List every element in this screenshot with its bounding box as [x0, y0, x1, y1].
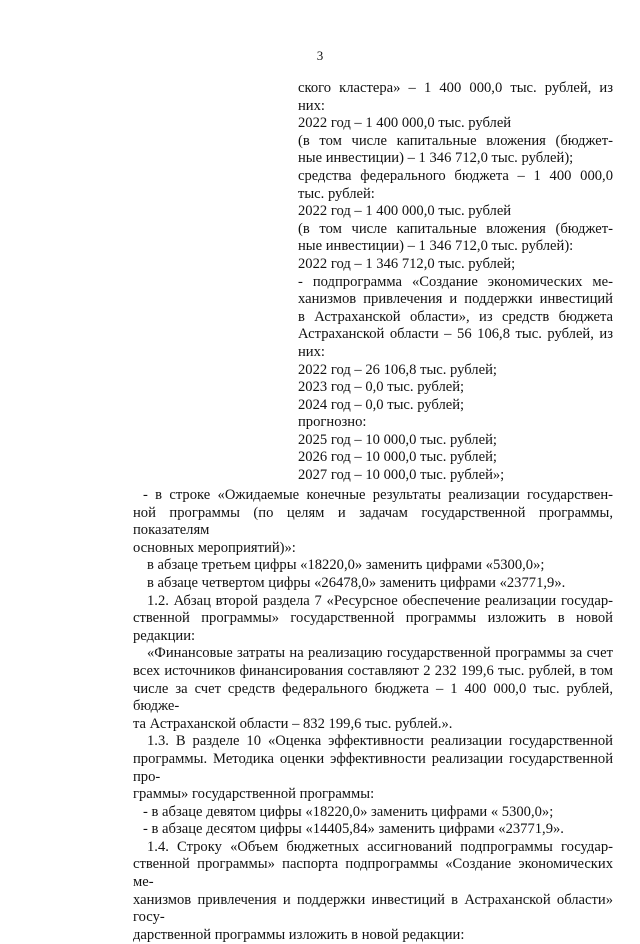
text-line: ной программы (по целям и задачам государственной программы, показателям	[133, 504, 613, 539]
text-line: них:	[298, 97, 325, 114]
text-line: в Астраханской области», из средств бюджета	[298, 308, 613, 325]
text-line: ственной программы» паспорта подпрограммы «Создание экономических ме-	[133, 856, 613, 891]
text-line: граммы» государственной программы:	[133, 786, 375, 803]
text-line: ханизмов привлечения и поддержки инвестиций	[298, 291, 613, 308]
text-line: дарственной программы изложить в новой редакции:	[133, 926, 465, 943]
text-line: (в том числе капитальные вложения (бюджет-	[298, 220, 613, 237]
text-line: Астраханской области – 56 106,8 тыс. рублей, из	[298, 326, 613, 343]
text-line: программы. Методика оценки эффективности реализации государственной про-	[133, 750, 613, 785]
text-line: ные инвестиции) – 1 346 712,0 тыс. рублей):	[298, 238, 574, 255]
text-line: ского кластера» – 1 400 000,0 тыс. рублей, из	[298, 80, 613, 96]
text-line: них:	[298, 343, 325, 360]
text-line: основных мероприятий)»:	[133, 539, 296, 556]
text-line: 1.2. Абзац второй раздела 7 «Ресурсное обеспечение реализации государ-	[147, 592, 613, 609]
text-line: - в абзаце девятом цифры «18220,0» заменить цифрами « 5300,0»;	[143, 803, 554, 820]
text-line: в абзаце третьем цифры «18220,0» заменить цифрами «5300,0»;	[147, 557, 545, 574]
text-line: 2026 год – 10 000,0 тыс. рублей;	[298, 449, 497, 466]
text-line: всех источников финансирования составляют 2 232 199,6 тыс. рублей, в том	[133, 662, 613, 679]
page-number: 3	[316, 48, 324, 63]
text-line: ственной программы» государственной программы изложить в новой редакции:	[133, 610, 613, 644]
text-line: тыс. рублей:	[298, 185, 375, 202]
text-line: 2027 год – 10 000,0 тыс. рублей»;	[298, 467, 505, 484]
text-line: прогнозно:	[298, 414, 367, 431]
right-column-text	[298, 80, 613, 485]
text-line: 2022 год – 1 346 712,0 тыс. рублей;	[298, 255, 516, 272]
text-line: 2022 год – 1 400 000,0 тыс. рублей	[298, 115, 512, 132]
text-line: ные инвестиции) – 1 346 712,0 тыс. рублей);	[298, 150, 574, 167]
text-line: (в том числе капитальные вложения (бюджет-	[298, 132, 613, 149]
text-line: - в строке «Ожидаемые конечные результаты реализации государствен-	[143, 487, 613, 503]
text-line: 2022 год – 26 106,8 тыс. рублей;	[298, 361, 497, 378]
text-line: - подпрограмма «Создание экономических ме-	[298, 273, 613, 290]
text-line: 2023 год – 0,0 тыс. рублей;	[298, 379, 465, 396]
text-line: 2025 год – 10 000,0 тыс. рублей;	[298, 431, 497, 448]
text-line: - в абзаце десятом цифры «14405,84» заменить цифрами «23771,9».	[143, 821, 564, 838]
text-line: та Астраханской области – 832 199,6 тыс. рублей.».	[133, 715, 453, 732]
text-line: ханизмов привлечения и поддержки инвестиций в Астраханской области» госу-	[133, 891, 613, 926]
text-line: в абзаце четвертом цифры «26478,0» заменить цифрами «23771,9».	[147, 574, 566, 591]
text-line: средства федерального бюджета – 1 400 000,0	[298, 167, 613, 184]
text-line: числе за счет средств федерального бюджета – 1 400 000,0 тыс. рублей, бюдже-	[133, 680, 613, 715]
main-text	[133, 487, 613, 944]
text-line: 1.3. В разделе 10 «Оценка эффективности реализации государственной	[147, 733, 613, 750]
text-line: 2024 год – 0,0 тыс. рублей;	[298, 396, 465, 413]
text-line: 2022 год – 1 400 000,0 тыс. рублей	[298, 203, 512, 220]
text-line: 1.4. Строку «Объем бюджетных ассигнований подпрограммы государ-	[147, 838, 613, 855]
text-line: «Финансовые затраты на реализацию государственной программы за счет	[147, 645, 613, 662]
